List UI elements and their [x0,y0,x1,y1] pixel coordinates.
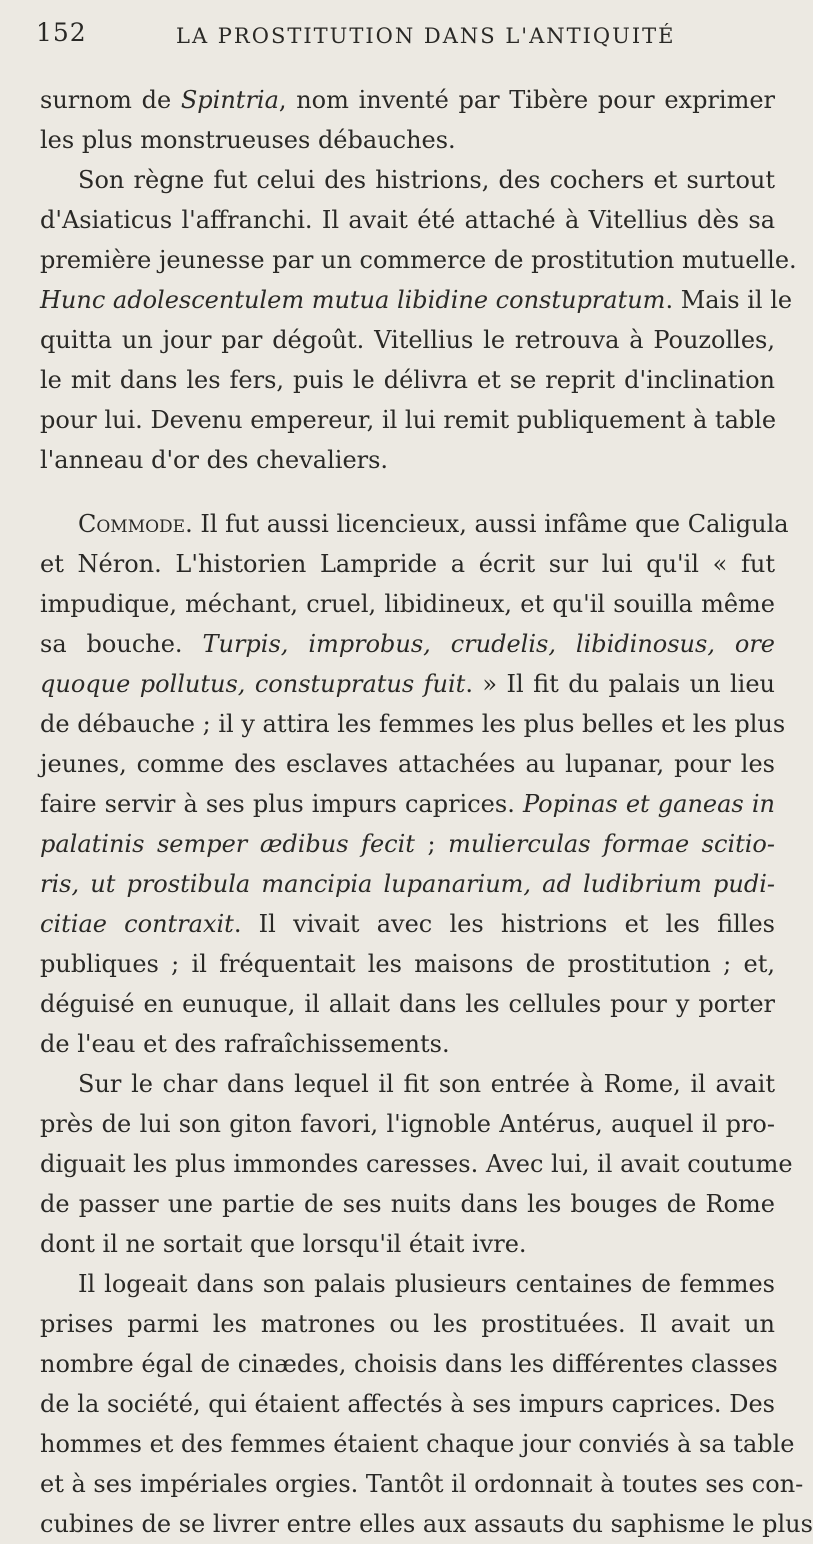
paragraph [40,504,789,1064]
text-line: pour lui. Devenu empereur, il lui remit publiquement à table [40,406,777,434]
text-line: le mit dans les fers, puis le délivra et se reprit d'inclination [40,366,775,394]
text-line: jeunes, comme des esclaves attachées au lupanar, pour les [40,750,775,778]
text-line: quitta un jour par dégoût. Vitellius le retrouva à Pouzolles, [40,326,775,354]
running-title: LA PROSTITUTION DANS L'ANTIQUITÉ [176,24,676,48]
text-line: faire servir à ses plus impurs caprices. Popinas et ganeas in [40,790,775,818]
paragraph-gap [40,480,775,504]
text-line: sa bouche. Turpis, improbus, crudelis, libidinosus, ore [40,630,775,658]
text-line: de la société, qui étaient affectés à ses impurs caprices. Des [40,1390,775,1418]
text-line: Commode. Il fut aussi licencieux, aussi infâme que Caligula [78,510,789,538]
text-line: déguisé en eunuque, il allait dans les cellules pour y porter [40,990,775,1018]
text-line: prises parmi les matrones ou les prostituées. Il avait un [40,1310,775,1338]
text-line: hommes et des femmes étaient chaque jour conviés à sa table [40,1430,795,1458]
text-line: ris, ut prostibula mancipia lupanarium, ad ludibrium pudi- [40,870,775,898]
text-line: Sur le char dans lequel il fit son entrée à Rome, il avait [78,1070,775,1098]
page-header [36,18,764,58]
text-line: citiae contraxit. Il vivait avec les histrions et les filles [40,910,775,938]
text-line: près de lui son giton favori, l'ignoble Antérus, auquel il pro- [40,1110,775,1138]
text-line: l'anneau d'or des chevaliers. [40,446,389,474]
page-number: 152 [36,18,87,47]
text-line: d'Asiaticus l'affranchi. Il avait été attaché à Vitellius dès sa [40,206,775,234]
text-line: de débauche ; il y attira les femmes les plus belles et les plus [40,710,786,738]
text-line: Hunc adolescentulem mutua libidine constupratum. Mais il le [40,286,793,314]
paragraph [40,1064,793,1264]
paragraph [40,1264,813,1544]
text-line: impudique, méchant, cruel, libidineux, et qu'il souilla même [40,590,775,618]
text-line: et à ses impériales orgies. Tantôt il ordonnait à toutes ses con- [40,1470,804,1498]
text-line: de l'eau et des rafraîchissements. [40,1030,450,1058]
text-line: Son règne fut celui des histrions, des cochers et surtout [78,166,775,194]
text-line: première jeunesse par un commerce de prostitution mutuelle. [40,246,797,274]
text-line: cubines de se livrer entre elles aux assauts du saphisme le plus [40,1510,813,1538]
text-line: et Néron. L'historien Lampride a écrit sur lui qu'il « fut [40,550,775,578]
text-line: les plus monstrueuses débauches. [40,126,456,154]
paragraph [40,80,775,160]
text-line: palatinis semper ædibus fecit ; mulierculas formae scitio- [40,830,775,858]
text-line: publiques ; il fréquentait les maisons de prostitution ; et, [40,950,775,978]
text-line: diguait les plus immondes caresses. Avec lui, il avait coutume [40,1150,793,1178]
text-line: surnom de Spintria, nom inventé par Tibère pour exprimer [40,86,776,114]
text-line: quoque pollutus, constupratus fuit. » Il fit du palais un lieu [40,670,775,698]
text-line: dont il ne sortait que lorsqu'il était ivre. [40,1230,527,1258]
paragraph [40,160,797,480]
text-line: Il logeait dans son palais plusieurs centaines de femmes [78,1270,775,1298]
text-line: nombre égal de cinædes, choisis dans les différentes classes [40,1350,778,1378]
body-text [40,80,813,1544]
text-line: de passer une partie de ses nuits dans les bouges de Rome [40,1190,775,1218]
